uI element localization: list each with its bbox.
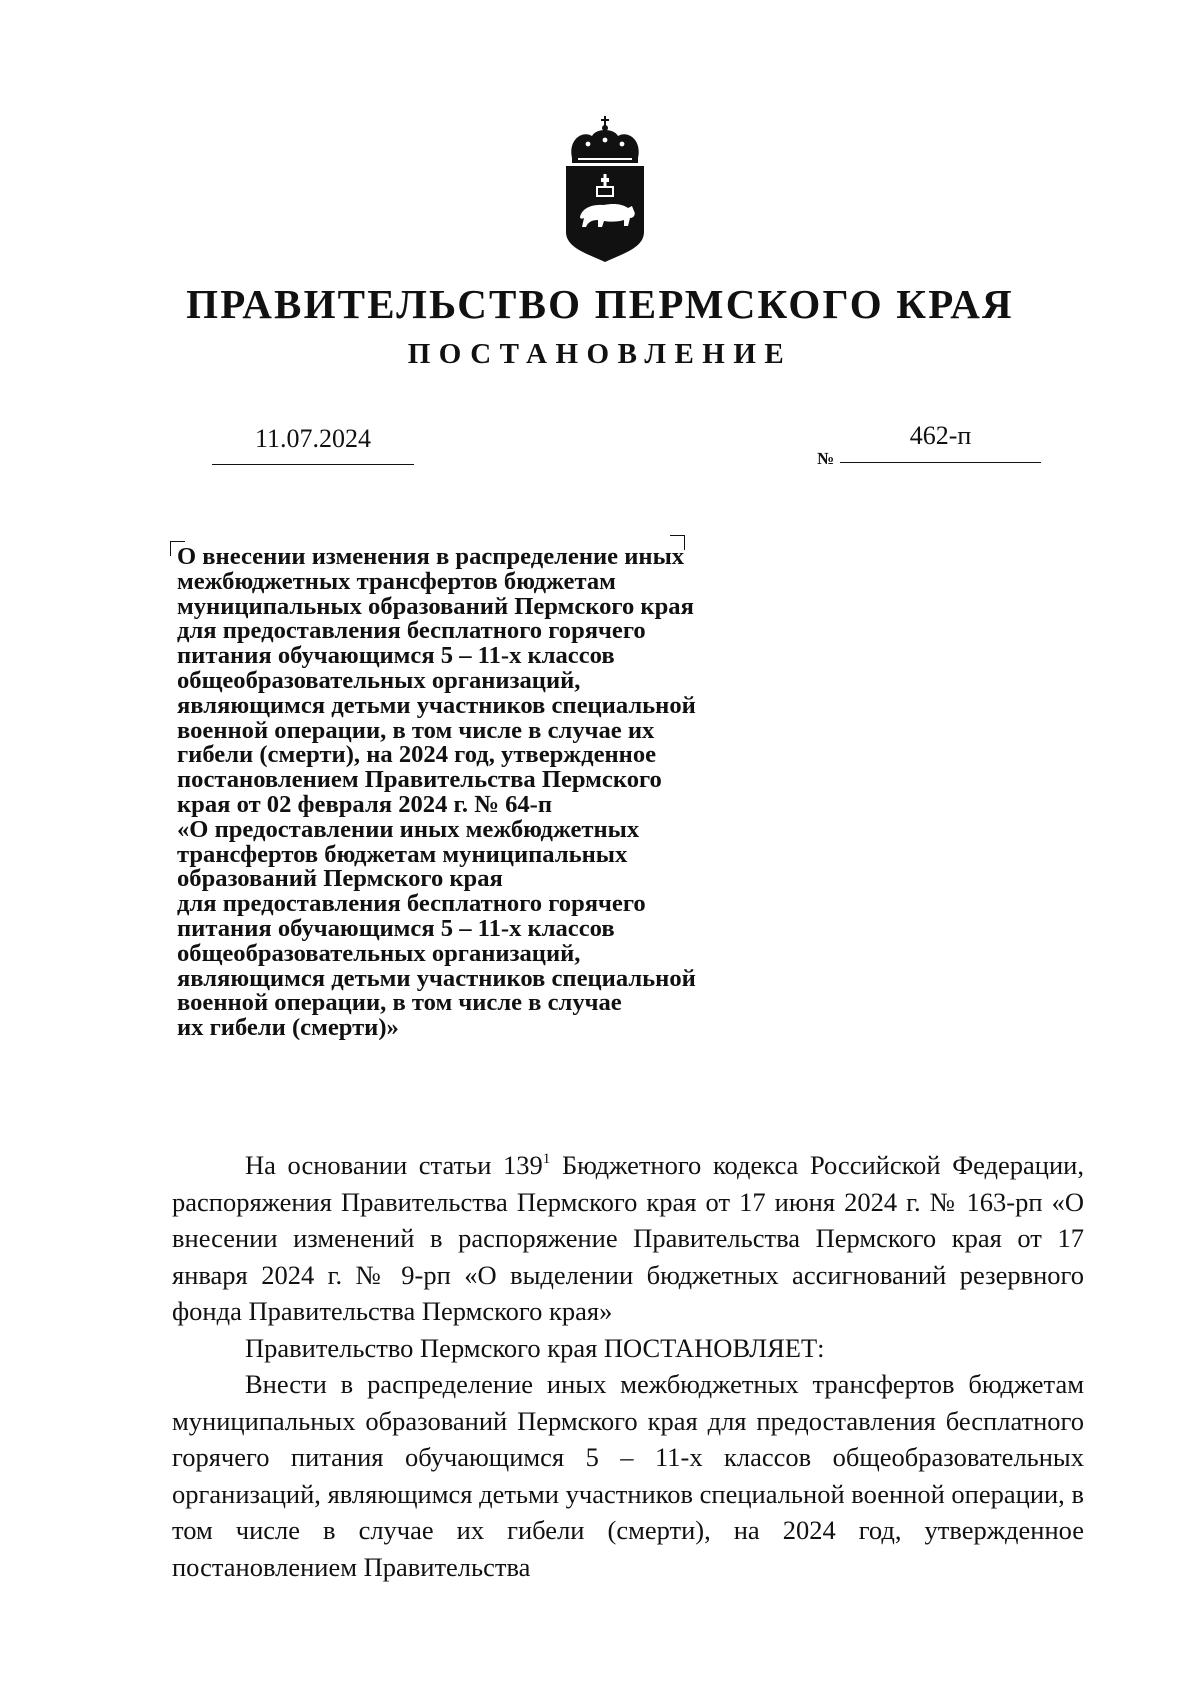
document-number: 462-п bbox=[909, 421, 972, 450]
document-subject bbox=[177, 545, 797, 1041]
subject-line: являющимся детьми участников специальной bbox=[177, 964, 696, 992]
document-body bbox=[172, 1147, 1084, 1585]
subject-line: военной операции, в том числе в случае bbox=[177, 989, 622, 1017]
subject-line: являющимся детьми участников специальной bbox=[177, 691, 696, 719]
organization-title: ПРАВИТЕЛЬСТВО ПЕРМСКОГО КРАЯ bbox=[186, 281, 1014, 327]
document-type: ПОСТАНОВЛЕНИЕ bbox=[407, 338, 793, 370]
document-number-field bbox=[840, 420, 1041, 463]
subject-line: гибели (смерти), на 2024 год, утвержденное bbox=[177, 741, 657, 769]
subject-line: «О предоставлении иных межбюджетных bbox=[177, 815, 640, 843]
body-paragraph-amendment: Внести в распределение иных межбюджетных трансфертов бюджетам муниципальных образований Пермского края для предоставления бесплатного горячего питания обучающимся 5 – 11-х классов общеобразовательных организаций, являющимся детьми участников специальной военной операции, в том числе в случае их гибели (смерти), на 2024 год, утвержденное постановлением Правительства bbox=[172, 1369, 1084, 1582]
subject-line: постановлением Правительства Пермского bbox=[177, 766, 662, 794]
subject-line: муниципальных образований Пермского края bbox=[177, 592, 694, 620]
subject-line: образований Пермского края bbox=[177, 865, 503, 893]
article-superscript: 1 bbox=[542, 1151, 551, 1167]
subject-line: военной операции, в том числе в случае их bbox=[177, 716, 655, 744]
subject-line: межбюджетных трансфертов бюджетам bbox=[177, 567, 616, 595]
body-paragraph-basis bbox=[172, 1147, 1084, 1330]
basis-text-start: На основании статьи 139 bbox=[245, 1150, 543, 1180]
number-sign: № bbox=[817, 449, 835, 468]
subject-line: общеобразовательных организаций, bbox=[177, 666, 581, 694]
document-date-field bbox=[212, 423, 414, 465]
date-underline bbox=[212, 464, 414, 465]
perm-krai-coat-of-arms-icon bbox=[558, 114, 652, 264]
subject-line: общеобразовательных организаций, bbox=[177, 939, 581, 967]
subject-line: их гибели (смерти)» bbox=[177, 1014, 399, 1042]
basis-text-rest: Бюджетного кодекса Российской Федерации, распоряжения Правительства Пермского края от 17 июня 2024 г. № 163-рп «О внесении изменений в распоряжение Правительства Пермского края от 17 января 2024 г. № 9-рп «О выделении бюджетных ассигнований резервного фонда Правительства Пермского края» bbox=[172, 1150, 1084, 1326]
subject-line: питания обучающимся 5 – 11-х классов bbox=[177, 914, 615, 942]
subject-line: О внесении изменения в распределение иных bbox=[177, 543, 685, 570]
subject-line: для предоставления бесплатного горячего bbox=[177, 617, 646, 645]
subject-line: края от 02 февраля 2024 г. № 64-п bbox=[177, 790, 553, 818]
number-underline bbox=[840, 462, 1041, 463]
subject-line: питания обучающимся 5 – 11-х классов bbox=[177, 642, 615, 670]
crown-icon bbox=[571, 116, 638, 163]
body-paragraph-resolves: Правительство Пермского края ПОСТАНОВЛЯЕТ: bbox=[245, 1332, 825, 1363]
subject-line: трансфертов бюджетам муниципальных bbox=[177, 840, 628, 868]
subject-line: для предоставления бесплатного горячего bbox=[177, 890, 646, 918]
document-date: 11.07.2024 bbox=[254, 424, 372, 453]
